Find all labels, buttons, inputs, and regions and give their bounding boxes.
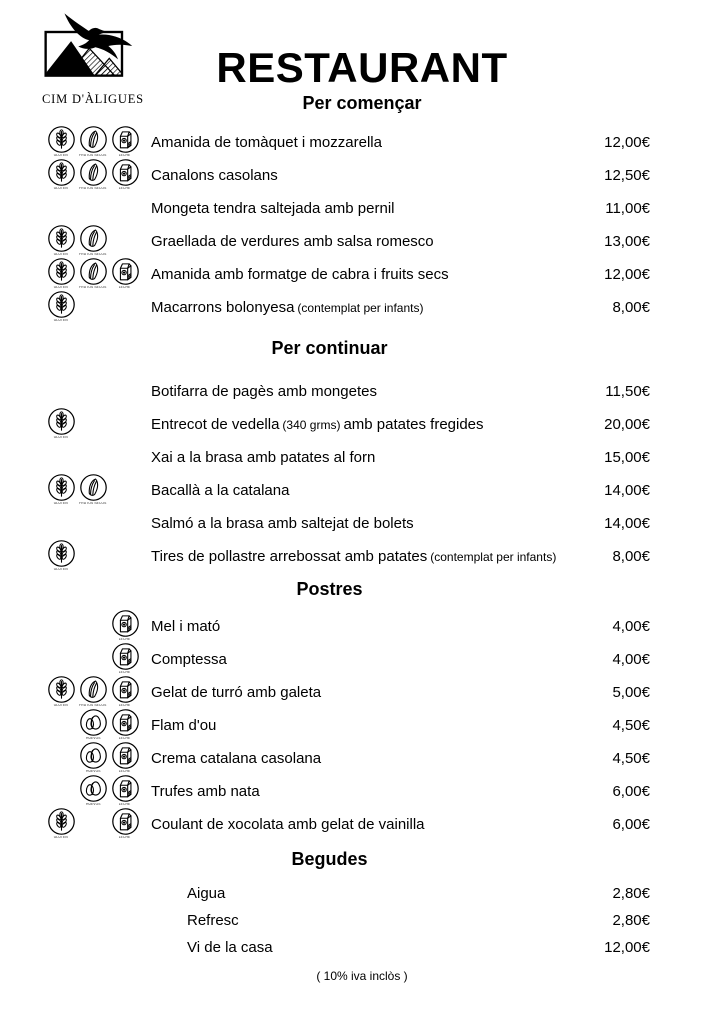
item-price: 12,00€ bbox=[604, 939, 650, 957]
item-price: 6,00€ bbox=[612, 783, 650, 801]
page-title: RESTAURANT bbox=[216, 44, 508, 91]
leche-icon: LECHE bbox=[109, 157, 141, 195]
gluten-icon: GLUTEN bbox=[45, 223, 77, 261]
item-price: 20,00€ bbox=[604, 416, 650, 434]
menu-item-row bbox=[45, 643, 650, 676]
item-price: 5,00€ bbox=[612, 684, 650, 702]
frutos-secos-icon: FRUTOS SECOS bbox=[77, 157, 109, 195]
leche-icon: LECHE bbox=[109, 707, 141, 745]
begudes-items bbox=[45, 880, 650, 961]
item-price: 8,00€ bbox=[612, 299, 650, 317]
item-name: Botifarra de pagès amb mongetes bbox=[151, 383, 377, 401]
allergen-slot-empty bbox=[109, 406, 141, 444]
menu-item-row bbox=[45, 507, 650, 540]
frutos-secos-icon: FRUTOS SECOS bbox=[77, 472, 109, 510]
menu-item-row bbox=[45, 291, 650, 324]
item-name: Trufes amb nata bbox=[151, 783, 260, 801]
huevos-icon: HUEVOS bbox=[77, 773, 109, 811]
item-name: Crema catalana casolana bbox=[151, 750, 322, 768]
item-price: 6,00€ bbox=[612, 816, 650, 834]
gluten-icon: GLUTEN bbox=[45, 806, 77, 844]
allergen-slot-empty bbox=[77, 806, 109, 844]
menu-item-row bbox=[45, 258, 650, 291]
leche-icon: LECHE bbox=[109, 674, 141, 712]
section-begudes bbox=[45, 849, 650, 961]
section-heading-begudes: Begudes bbox=[291, 849, 368, 870]
item-name: Macarrons bolonyesa bbox=[151, 299, 295, 317]
menu-item-row bbox=[45, 709, 650, 742]
section-heading-per-comencar: Per començar bbox=[302, 93, 422, 114]
item-price: 12,00€ bbox=[604, 134, 650, 152]
item-name-cont: amb patates fregides bbox=[343, 416, 484, 434]
item-name: Flam d'ou bbox=[151, 717, 217, 735]
item-name: Refresc bbox=[187, 912, 239, 930]
leche-icon: LECHE bbox=[109, 806, 141, 844]
allergen-icons bbox=[45, 124, 141, 162]
item-price: 12,00€ bbox=[604, 266, 650, 284]
logo-graphic bbox=[42, 10, 142, 94]
leche-icon: LECHE bbox=[109, 773, 141, 811]
item-name: Bacallà a la catalana bbox=[151, 482, 290, 500]
allergen-slot-empty bbox=[109, 289, 141, 327]
section-per-continuar bbox=[45, 338, 650, 573]
menu-header bbox=[0, 0, 724, 114]
menu-item-row bbox=[45, 880, 650, 907]
frutos-secos-icon: FRUTOS SECOS bbox=[77, 674, 109, 712]
item-name: Graellada de verdures amb salsa romesco bbox=[151, 233, 434, 251]
item-price: 11,50€ bbox=[605, 383, 650, 401]
leche-icon: LECHE bbox=[109, 124, 141, 162]
item-price: 2,80€ bbox=[612, 885, 650, 903]
menu-item-row bbox=[45, 676, 650, 709]
menu-item-row bbox=[45, 610, 650, 643]
item-name: Comptessa bbox=[151, 651, 227, 669]
gluten-icon: GLUTEN bbox=[45, 406, 77, 444]
item-note: (contemplat per infants) bbox=[297, 301, 424, 316]
item-name: Salmó a la brasa amb saltejat de bolets bbox=[151, 515, 414, 533]
allergen-icons bbox=[45, 406, 141, 444]
section-heading-postres: Postres bbox=[296, 579, 363, 600]
frutos-secos-icon: FRUTOS SECOS bbox=[77, 124, 109, 162]
allergen-icons bbox=[45, 806, 141, 844]
per-comencar-items bbox=[45, 126, 650, 324]
menu-item-row bbox=[45, 441, 650, 474]
huevos-icon: HUEVOS bbox=[77, 707, 109, 745]
item-note: (contemplat per infants) bbox=[430, 550, 557, 565]
item-name: Tires de pollastre arrebossat amb patates bbox=[151, 548, 428, 566]
menu-item-row bbox=[45, 540, 650, 573]
leche-icon: LECHE bbox=[109, 740, 141, 778]
frutos-secos-icon: FRUTOS SECOS bbox=[77, 223, 109, 261]
item-name: Mongeta tendra saltejada amb pernil bbox=[151, 200, 395, 218]
allergen-icons bbox=[45, 538, 141, 576]
item-name: Vi de la casa bbox=[187, 939, 273, 957]
menu-item-row bbox=[45, 408, 650, 441]
vat-note: ( 10% iva inclòs ) bbox=[316, 969, 408, 984]
menu-item-row bbox=[45, 126, 650, 159]
menu-item-row bbox=[45, 192, 650, 225]
item-name: Entrecot de vedella bbox=[151, 416, 280, 434]
frutos-secos-icon: FRUTOS SECOS bbox=[77, 256, 109, 294]
menu-item-row bbox=[45, 225, 650, 258]
item-price: 14,00€ bbox=[604, 482, 650, 500]
allergen-slot-empty bbox=[77, 289, 109, 327]
allergen-icons bbox=[45, 289, 141, 327]
item-price: 14,00€ bbox=[604, 515, 650, 533]
per-continuar-items bbox=[45, 375, 650, 573]
menu-item-row bbox=[45, 934, 650, 961]
section-postres bbox=[45, 579, 650, 841]
section-heading-per-continuar: Per continuar bbox=[271, 338, 388, 359]
item-name: Xai a la brasa amb patates al forn bbox=[151, 449, 376, 467]
leche-icon: LECHE bbox=[109, 608, 141, 646]
item-price: 15,00€ bbox=[604, 449, 650, 467]
menu-body bbox=[0, 126, 724, 961]
allergen-slot-empty bbox=[109, 472, 141, 510]
menu-item-row bbox=[45, 159, 650, 192]
item-name: Coulant de xocolata amb gelat de vainilla bbox=[151, 816, 425, 834]
allergen-icons bbox=[45, 256, 141, 294]
allergen-icons bbox=[45, 674, 141, 712]
allergen-slot-empty bbox=[77, 538, 109, 576]
gluten-icon: GLUTEN bbox=[45, 124, 77, 162]
item-price: 12,50€ bbox=[604, 167, 650, 185]
restaurant-logo bbox=[42, 10, 142, 107]
menu-item-row bbox=[45, 474, 650, 507]
leche-icon: LECHE bbox=[109, 641, 141, 679]
item-name: Gelat de turró amb galeta bbox=[151, 684, 322, 702]
item-price: 4,50€ bbox=[612, 717, 650, 735]
menu-item-row bbox=[45, 742, 650, 775]
menu-item-row bbox=[45, 375, 650, 408]
allergen-slot-empty bbox=[109, 538, 141, 576]
gluten-icon: GLUTEN bbox=[45, 157, 77, 195]
allergen-icons bbox=[45, 157, 141, 195]
item-price: 8,00€ bbox=[612, 548, 650, 566]
leche-icon: LECHE bbox=[109, 256, 141, 294]
logo-caption: CIM D'ÀLIGUES bbox=[42, 92, 144, 106]
allergen-icons bbox=[45, 472, 141, 510]
item-note: (340 grms) bbox=[282, 418, 341, 433]
item-price: 4,00€ bbox=[612, 651, 650, 669]
huevos-icon: HUEVOS bbox=[77, 740, 109, 778]
item-name: Amanida de tomàquet i mozzarella bbox=[151, 134, 382, 152]
postres-items bbox=[45, 610, 650, 841]
gluten-icon: GLUTEN bbox=[45, 674, 77, 712]
menu-item-row bbox=[45, 775, 650, 808]
item-price: 11,00€ bbox=[605, 200, 650, 218]
item-price: 4,50€ bbox=[612, 750, 650, 768]
item-price: 13,00€ bbox=[604, 233, 650, 251]
item-name: Mel i mató bbox=[151, 618, 221, 636]
item-price: 4,00€ bbox=[612, 618, 650, 636]
allergen-slot-empty bbox=[77, 406, 109, 444]
gluten-icon: GLUTEN bbox=[45, 538, 77, 576]
item-price: 2,80€ bbox=[612, 912, 650, 930]
gluten-icon: GLUTEN bbox=[45, 256, 77, 294]
item-name: Amanida amb formatge de cabra i fruits secs bbox=[151, 266, 449, 284]
gluten-icon: GLUTEN bbox=[45, 472, 77, 510]
item-name: Aigua bbox=[187, 885, 226, 903]
menu-item-row bbox=[45, 907, 650, 934]
section-per-comencar bbox=[45, 126, 650, 324]
gluten-icon: GLUTEN bbox=[45, 289, 77, 327]
menu-item-row bbox=[45, 808, 650, 841]
item-name: Canalons casolans bbox=[151, 167, 278, 185]
